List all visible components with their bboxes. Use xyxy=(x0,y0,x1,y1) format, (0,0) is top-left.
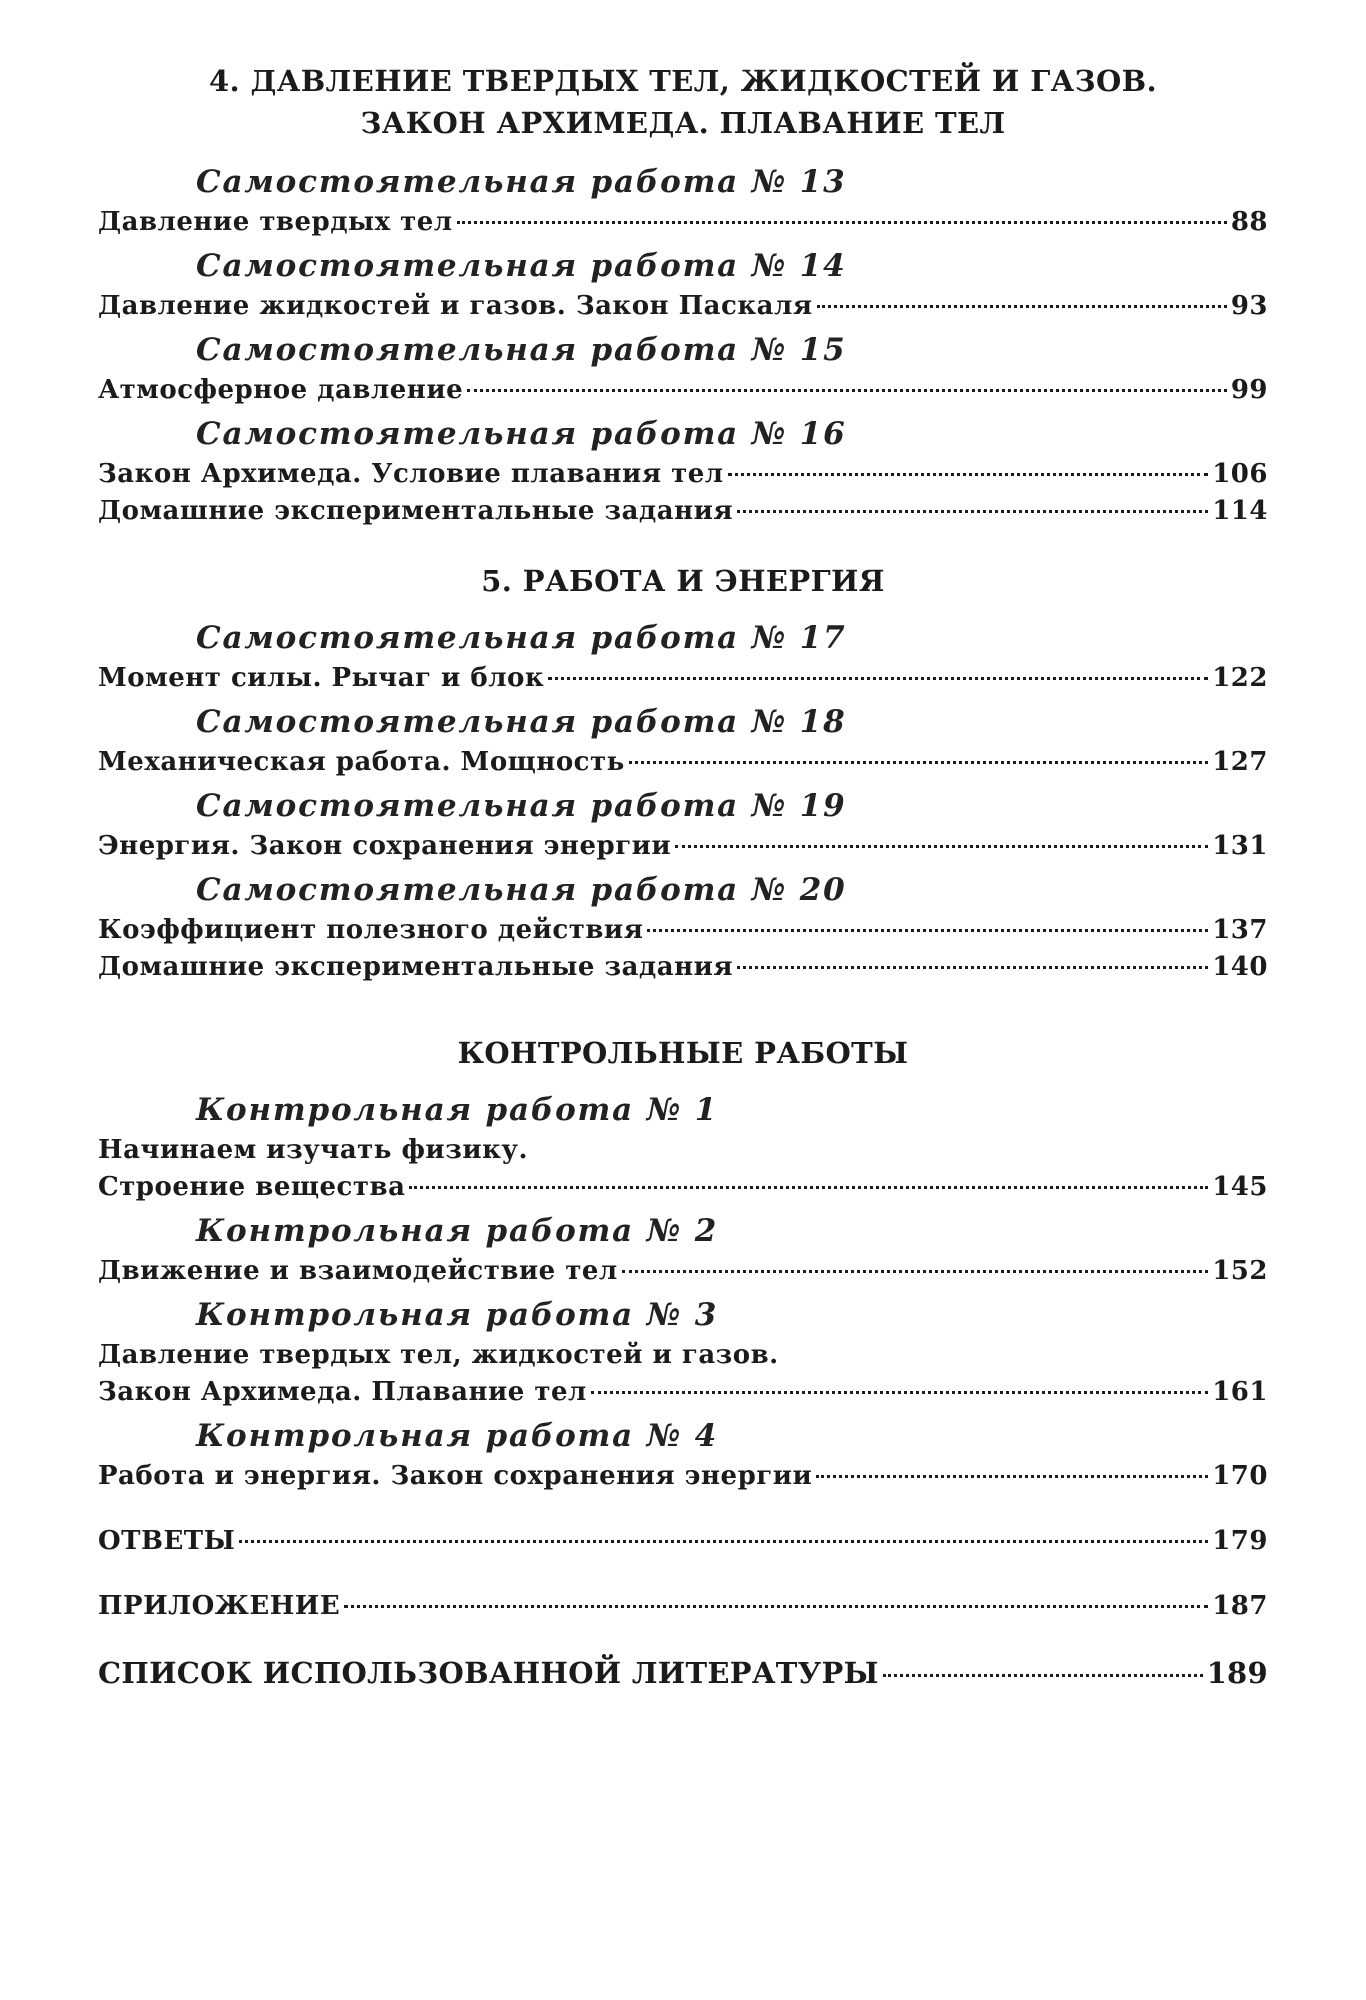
toc-entry-page: 145 xyxy=(1212,1172,1268,1202)
toc-entry-page: 161 xyxy=(1212,1377,1268,1407)
subsection-heading: Контрольная работа № 2 xyxy=(196,1213,719,1249)
toc-entry[interactable] xyxy=(98,744,1268,781)
toc-entry[interactable] xyxy=(98,372,1268,409)
toc-entry-page: 122 xyxy=(1212,663,1268,693)
toc-entry[interactable] xyxy=(98,493,1268,530)
dot-leader xyxy=(737,966,1208,969)
dot-leader xyxy=(409,1186,1208,1189)
toc-entry[interactable] xyxy=(98,660,1268,697)
dot-leader xyxy=(548,677,1208,680)
toc-entry-label: ОТВЕТЫ xyxy=(98,1526,236,1556)
toc-entry[interactable] xyxy=(98,1169,1268,1206)
dot-leader xyxy=(737,510,1208,513)
toc-entry[interactable] xyxy=(98,1374,1268,1411)
toc-entry-page: 170 xyxy=(1212,1461,1268,1491)
toc-entry-label: Атмосферное давление xyxy=(98,375,464,405)
toc-entry-answers[interactable] xyxy=(98,1523,1268,1560)
section-4-title-line-2: ЗАКОН АРХИМЕДА. ПЛАВАНИЕ ТЕЛ xyxy=(360,106,1006,140)
dot-leader xyxy=(817,305,1227,308)
dot-leader xyxy=(344,1605,1208,1608)
toc-entry-page: 187 xyxy=(1212,1591,1268,1621)
toc-entry-label: СПИСОК ИСПОЛЬЗОВАННОЙ ЛИТЕРАТУРЫ xyxy=(98,1656,879,1690)
dot-leader xyxy=(816,1475,1208,1478)
toc-entry[interactable] xyxy=(98,912,1268,949)
toc-entry[interactable] xyxy=(98,288,1268,325)
toc-entry-page: 131 xyxy=(1212,831,1268,861)
toc-entry-label: Энергия. Закон сохранения энергии xyxy=(98,831,672,861)
toc-entry[interactable] xyxy=(98,828,1268,865)
toc-entry-page: 88 xyxy=(1230,207,1268,237)
subsection-heading: Самостоятельная работа № 17 xyxy=(196,620,847,656)
toc-entry-page: 114 xyxy=(1212,496,1268,526)
toc-entry[interactable] xyxy=(98,949,1268,986)
subsection-heading: Самостоятельная работа № 15 xyxy=(196,332,847,368)
subsection-heading: Самостоятельная работа № 13 xyxy=(196,164,847,200)
toc-entry-page: 106 xyxy=(1212,459,1268,489)
subsection-heading: Самостоятельная работа № 20 xyxy=(196,872,847,908)
toc-entry-label: Давление твердых тел xyxy=(98,207,453,237)
dot-leader xyxy=(647,929,1208,932)
toc-entry-label: Строение вещества xyxy=(98,1172,406,1202)
subsection-heading: Контрольная работа № 3 xyxy=(196,1297,719,1333)
toc-entry-label: Домашние экспериментальные задания xyxy=(98,952,734,982)
toc-entry-label: Момент силы. Рычаг и блок xyxy=(98,663,545,693)
toc-entry-references[interactable] xyxy=(98,1653,1268,1693)
toc-entry-page: 179 xyxy=(1212,1526,1268,1556)
subsection-heading: Самостоятельная работа № 16 xyxy=(196,416,847,452)
toc-entry-page: 152 xyxy=(1212,1256,1268,1286)
toc-entry-label-line: Давление твердых тел, жидкостей и газов. xyxy=(98,1340,779,1370)
dot-leader xyxy=(457,221,1227,224)
toc-entry-label: Закон Архимеда. Плавание тел xyxy=(98,1377,587,1407)
dot-leader xyxy=(467,389,1227,392)
section-5-title: 5. РАБОТА И ЭНЕРГИЯ xyxy=(481,564,885,598)
toc-entry[interactable] xyxy=(98,456,1268,493)
toc-entry[interactable] xyxy=(98,1458,1268,1495)
toc-entry-page: 189 xyxy=(1206,1656,1268,1690)
dot-leader xyxy=(622,1270,1208,1273)
table-of-contents xyxy=(98,60,1268,1693)
toc-entry-page: 93 xyxy=(1230,291,1268,321)
toc-entry-label-line: Начинаем изучать физику. xyxy=(98,1135,529,1165)
dot-leader xyxy=(675,845,1208,848)
toc-entry-label: Работа и энергия. Закон сохранения энергии xyxy=(98,1461,813,1491)
subsection-heading: Самостоятельная работа № 14 xyxy=(196,248,847,284)
dot-leader xyxy=(591,1391,1208,1394)
toc-entry-label: Домашние экспериментальные задания xyxy=(98,496,734,526)
toc-entry-page: 99 xyxy=(1230,375,1268,405)
subsection-heading: Самостоятельная работа № 19 xyxy=(196,788,847,824)
toc-entry-label: Давление жидкостей и газов. Закон Паскаля xyxy=(98,291,813,321)
dot-leader xyxy=(883,1674,1203,1677)
toc-entry[interactable] xyxy=(98,1253,1268,1290)
dot-leader xyxy=(239,1540,1208,1543)
toc-entry-page: 140 xyxy=(1212,952,1268,982)
toc-entry-appendix[interactable] xyxy=(98,1588,1268,1625)
toc-entry-label: Механическая работа. Мощность xyxy=(98,747,625,777)
toc-entry-label: Закон Архимеда. Условие плавания тел xyxy=(98,459,724,489)
toc-entry-label: ПРИЛОЖЕНИЕ xyxy=(98,1591,341,1621)
tests-section-title: КОНТРОЛЬНЫЕ РАБОТЫ xyxy=(457,1036,909,1070)
dot-leader xyxy=(728,473,1209,476)
section-4-title-line-1: 4. ДАВЛЕНИЕ ТВЕРДЫХ ТЕЛ, ЖИДКОСТЕЙ И ГАЗОВ. xyxy=(208,64,1158,98)
toc-entry[interactable] xyxy=(98,204,1268,241)
subsection-heading: Контрольная работа № 4 xyxy=(196,1418,719,1454)
subsection-heading: Самостоятельная работа № 18 xyxy=(196,704,847,740)
toc-entry-label: Коэффициент полезного действия xyxy=(98,915,644,945)
subsection-heading: Контрольная работа № 1 xyxy=(196,1092,719,1128)
toc-entry-page: 137 xyxy=(1212,915,1268,945)
toc-entry-label: Движение и взаимодействие тел xyxy=(98,1256,618,1286)
toc-entry-page: 127 xyxy=(1212,747,1268,777)
dot-leader xyxy=(629,761,1208,764)
